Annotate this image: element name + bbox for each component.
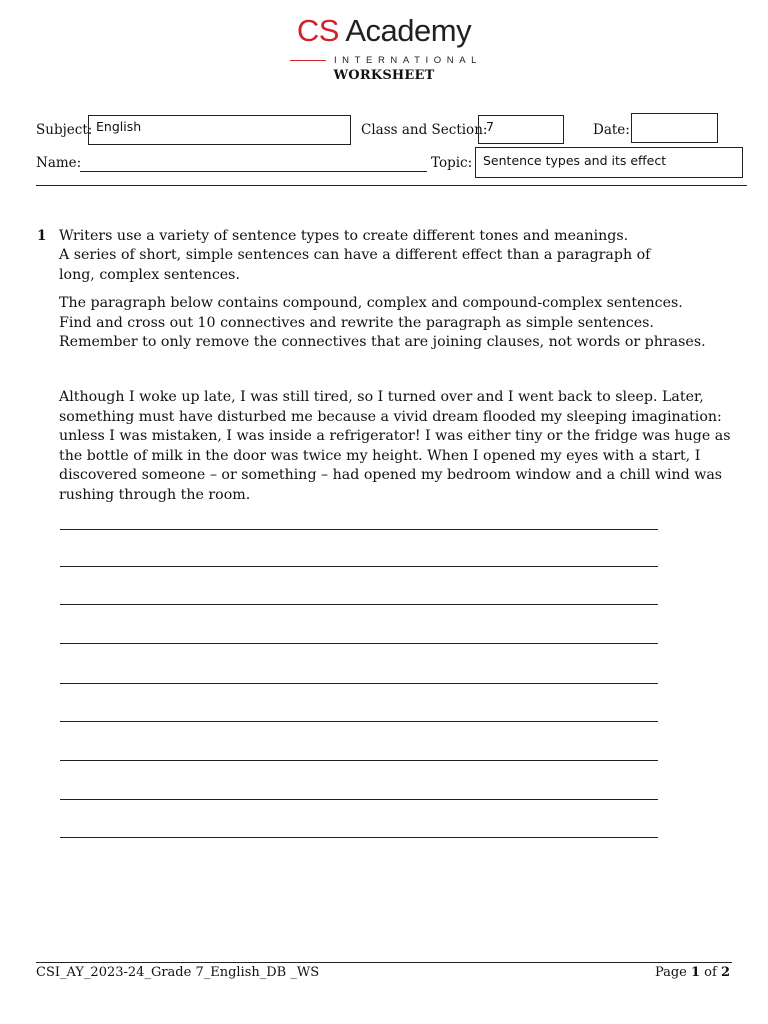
footer-doc-code: CSI_AY_2023-24_Grade 7_English_DB _WS	[36, 965, 320, 980]
name-label: Name:	[36, 155, 82, 171]
page-prefix: Page	[654, 965, 691, 980]
question-number: 1	[37, 228, 47, 244]
answer-line[interactable]	[60, 529, 658, 530]
class-section-label: Class and Section:	[361, 122, 488, 138]
question-intro-line2: A series of short, simple sentences can have a different effect than a paragraph of long, complex sentences.	[59, 247, 651, 283]
answer-line[interactable]	[60, 799, 658, 800]
answer-line[interactable]	[60, 837, 658, 838]
question-instruction: The paragraph below contains compound, complex and compound-complex sentences. Find and cross out 10 connectives and rewrite the paragraph as simple sentences. Remember to only remove the connectives that are joining clauses, not words or phrases.	[59, 295, 706, 350]
worksheet-title: WORKSHEET	[333, 68, 435, 83]
subject-label: Subject:	[36, 122, 93, 138]
answer-line[interactable]	[60, 683, 658, 684]
logo-wordmark	[0, 14, 768, 48]
logo-academy: Academy	[345, 13, 472, 48]
logo	[0, 14, 768, 67]
name-field[interactable]	[80, 171, 427, 172]
header-divider	[36, 185, 747, 186]
class-section-field[interactable]: 7	[478, 115, 564, 144]
page-current: 1	[691, 965, 701, 980]
logo-cs: CS	[296, 13, 339, 48]
footer-divider	[36, 962, 732, 963]
footer-page-number	[600, 965, 730, 980]
answer-line[interactable]	[60, 604, 658, 605]
answer-line[interactable]	[60, 643, 658, 644]
subject-field[interactable]: English	[88, 115, 351, 145]
page-total: 2	[720, 965, 730, 980]
date-label: Date:	[593, 122, 630, 138]
logo-subtitle: INTERNATIONAL	[333, 55, 483, 66]
topic-field[interactable]: Sentence types and its effect	[475, 147, 743, 178]
topic-label: Topic:	[431, 155, 473, 171]
question-intro-line1: Writers use a variety of sentence types to create different tones and meanings.	[59, 228, 629, 244]
answer-line[interactable]	[60, 760, 658, 761]
passage-text: Although I woke up late, I was still tired, so I turned over and I went back to sleep. Later, something must have disturbed me because a vivid dream flooded my sleeping imagination: unless I was mistaken, I was inside a refrigerator! I was either tiny or the fridge was huge as the bottle of milk in the door was twice my height. When I opened my eyes with a start, I discovered someone – or something – had opened my bedroom window and a chill wind was rushing through the room.	[59, 389, 731, 503]
answer-line[interactable]	[60, 721, 658, 722]
page-of: of	[700, 965, 721, 980]
date-field[interactable]	[631, 113, 718, 143]
answer-line[interactable]	[60, 566, 658, 567]
